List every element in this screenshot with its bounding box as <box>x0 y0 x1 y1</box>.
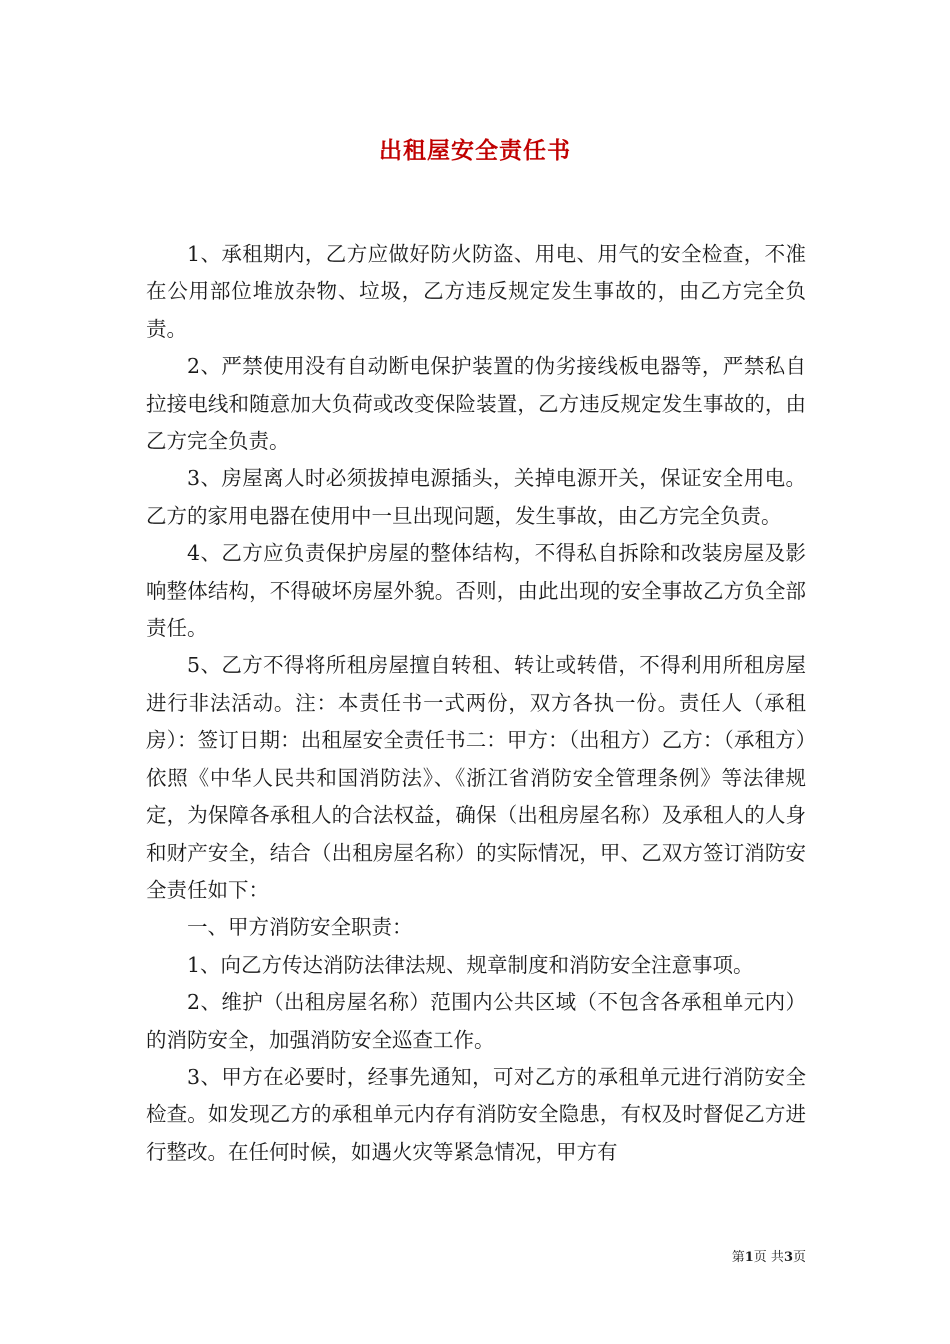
paragraph-4: 4、乙方应负责保护房屋的整体结构，不得私自拆除和改装房屋及影响整体结构，不得破坏房屋外貌。否则，由此出现的安全事故乙方负全部责任。 <box>146 541 806 641</box>
document-body <box>146 236 806 1171</box>
paragraph-3: 3、房屋离人时必须拔掉电源插头，关掉电源开关，保证安全用电。乙方的家用电器在使用中一旦出现问题，发生事故，由乙方完全负责。 <box>146 466 806 528</box>
footer-suffix: 页 <box>792 1250 806 1265</box>
page-number-footer <box>732 1246 806 1265</box>
paragraph-duty-3: 3、甲方在必要时，经事先通知，可对乙方的承租单元进行消防安全检查。如发现乙方的承租单元内存有消防安全隐患，有权及时督促乙方进行整改。在任何时候，如遇火灾等紧急情况，甲方有 <box>146 1064 806 1164</box>
current-page-number: 1 <box>744 1250 754 1265</box>
paragraph-2: 2、严禁使用没有自动断电保护装置的伪劣接线板电器等，严禁私自拉接电线和随意加大负荷或改变保险装置，乙方违反规定发生事故的，由乙方完全负责。 <box>146 354 806 454</box>
total-pages-number: 3 <box>783 1250 793 1265</box>
footer-prefix: 第 <box>731 1250 745 1265</box>
page-title: 出租屋安全责任书 <box>379 137 571 164</box>
paragraph-duty-1: 1、向乙方传达消防法律法规、规章制度和消防安全注意事项。 <box>187 952 754 977</box>
section-heading-landlord-duties: 一、甲方消防安全职责： <box>187 915 413 940</box>
paragraph-1: 1、承租期内，乙方应做好防火防盗、用电、用气的安全检查，不准在公用部位堆放杂物、垃圾，乙方违反规定发生事故的，由乙方完全负责。 <box>146 242 806 341</box>
footer-middle: 页 共 <box>753 1250 784 1265</box>
paragraph-5: 5、乙方不得将所租房屋擅自转租、转让或转借，不得利用所租房屋进行非法活动。注：本责任书一式两份，双方各执一份。责任人（承租房）：签订日期：出租屋安全责任书二：甲方：（出租方）乙方：（承租方）依照《中华人民共和国消防法》、《浙江省消防安全管理条例》等法律规定，为保障各承租人的合法权益，确保（出租房屋名称）及承租人的人身和财产安全，结合（出租房屋名称）的实际情况，甲、乙双方签订消防安全责任如下： <box>146 653 806 902</box>
paragraph-duty-2: 2、维护（出租房屋名称）范围内公共区域（不包含各承租单元内）的消防安全，加强消防安全巡查工作。 <box>146 990 806 1052</box>
